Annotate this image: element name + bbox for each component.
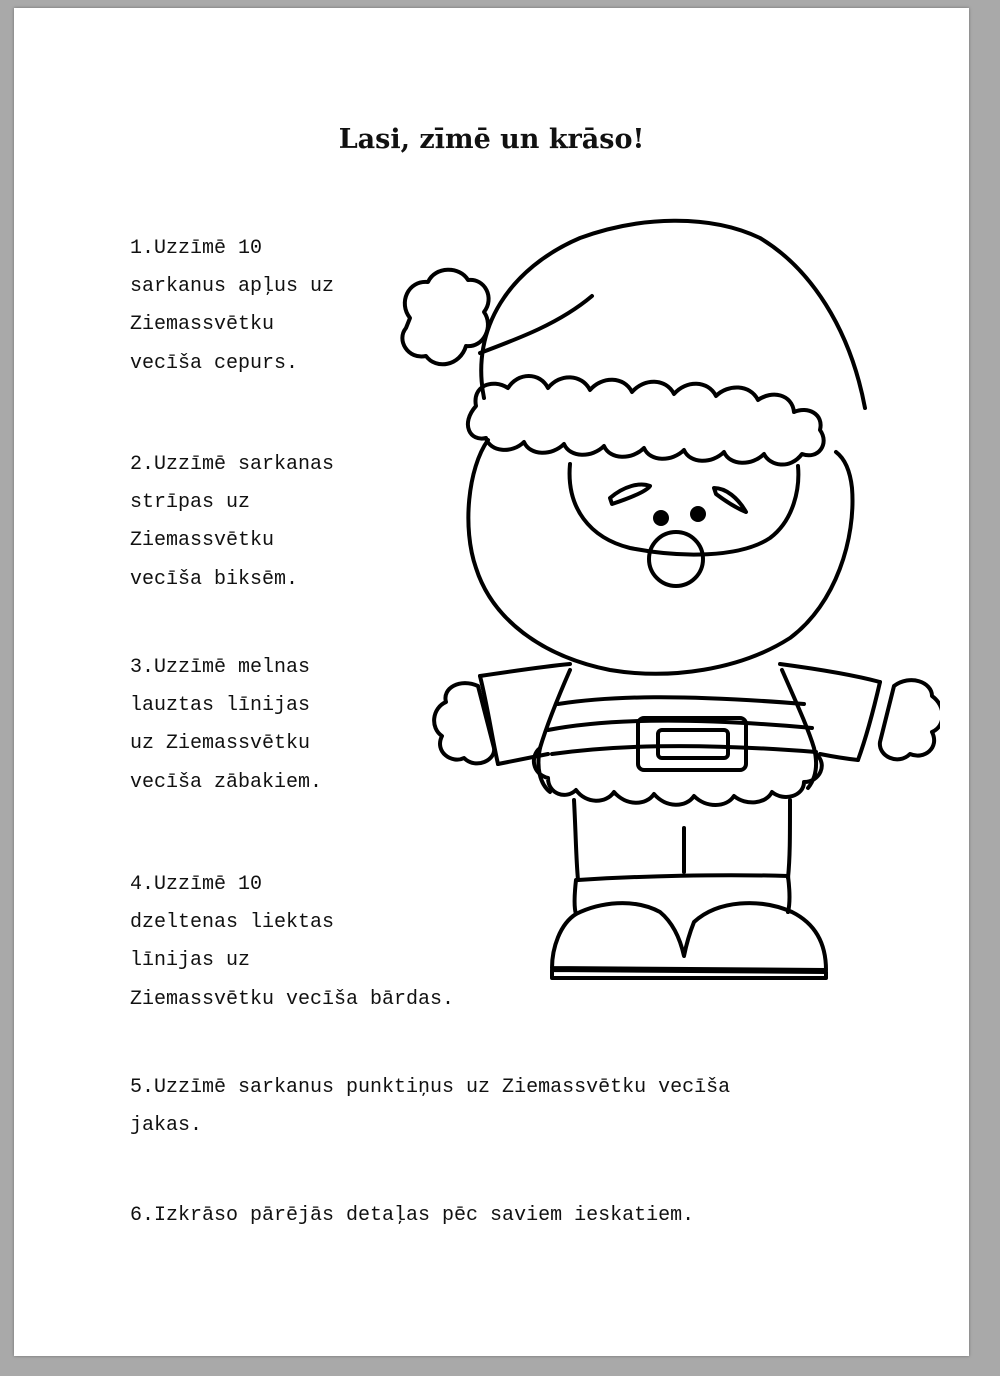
task-line: 3.Uzzīmē melnas	[130, 656, 311, 679]
task-line: jakas.	[130, 1114, 203, 1138]
task-line: lauztas līnijas	[130, 694, 311, 718]
task-1	[130, 230, 334, 383]
task-line: uz Ziemassvētku	[130, 732, 311, 756]
task-2	[130, 446, 334, 599]
task-line: 1.Uzzīmē 10	[130, 237, 263, 260]
task-line: Ziemassvētku	[130, 529, 275, 553]
task-line: 5.Uzzīmē sarkanus punktiņus uz Ziemassvētku vecīša	[130, 1076, 731, 1099]
santa-claus-coloring-icon	[380, 208, 940, 988]
task-6	[130, 1197, 694, 1235]
task-line: Ziemassvētku vecīša bārdas.	[130, 987, 455, 1011]
worksheet-page	[14, 8, 969, 1356]
task-line: strīpas uz	[130, 491, 251, 515]
task-5	[130, 1069, 730, 1145]
task-line: dzeltenas liektas	[130, 911, 335, 935]
task-line: 2.Uzzīmē sarkanas	[130, 453, 335, 476]
task-line: 4.Uzzīmē 10	[130, 873, 263, 896]
task-line: līnijas uz	[130, 949, 251, 973]
task-line: vecīša zābakiem.	[130, 770, 323, 794]
worksheet-title: Lasi, zīmē un krāso!	[338, 124, 645, 155]
task-line: vecīša cepurs.	[130, 351, 299, 375]
task-line: 6.Izkrāso pārējās detaļas pēc saviem ieskatiem.	[130, 1204, 695, 1227]
task-3	[130, 649, 322, 802]
task-line: sarkanus apļus uz	[130, 275, 335, 299]
task-line: vecīša biksēm.	[130, 567, 299, 591]
task-line: Ziemassvētku	[130, 313, 275, 337]
